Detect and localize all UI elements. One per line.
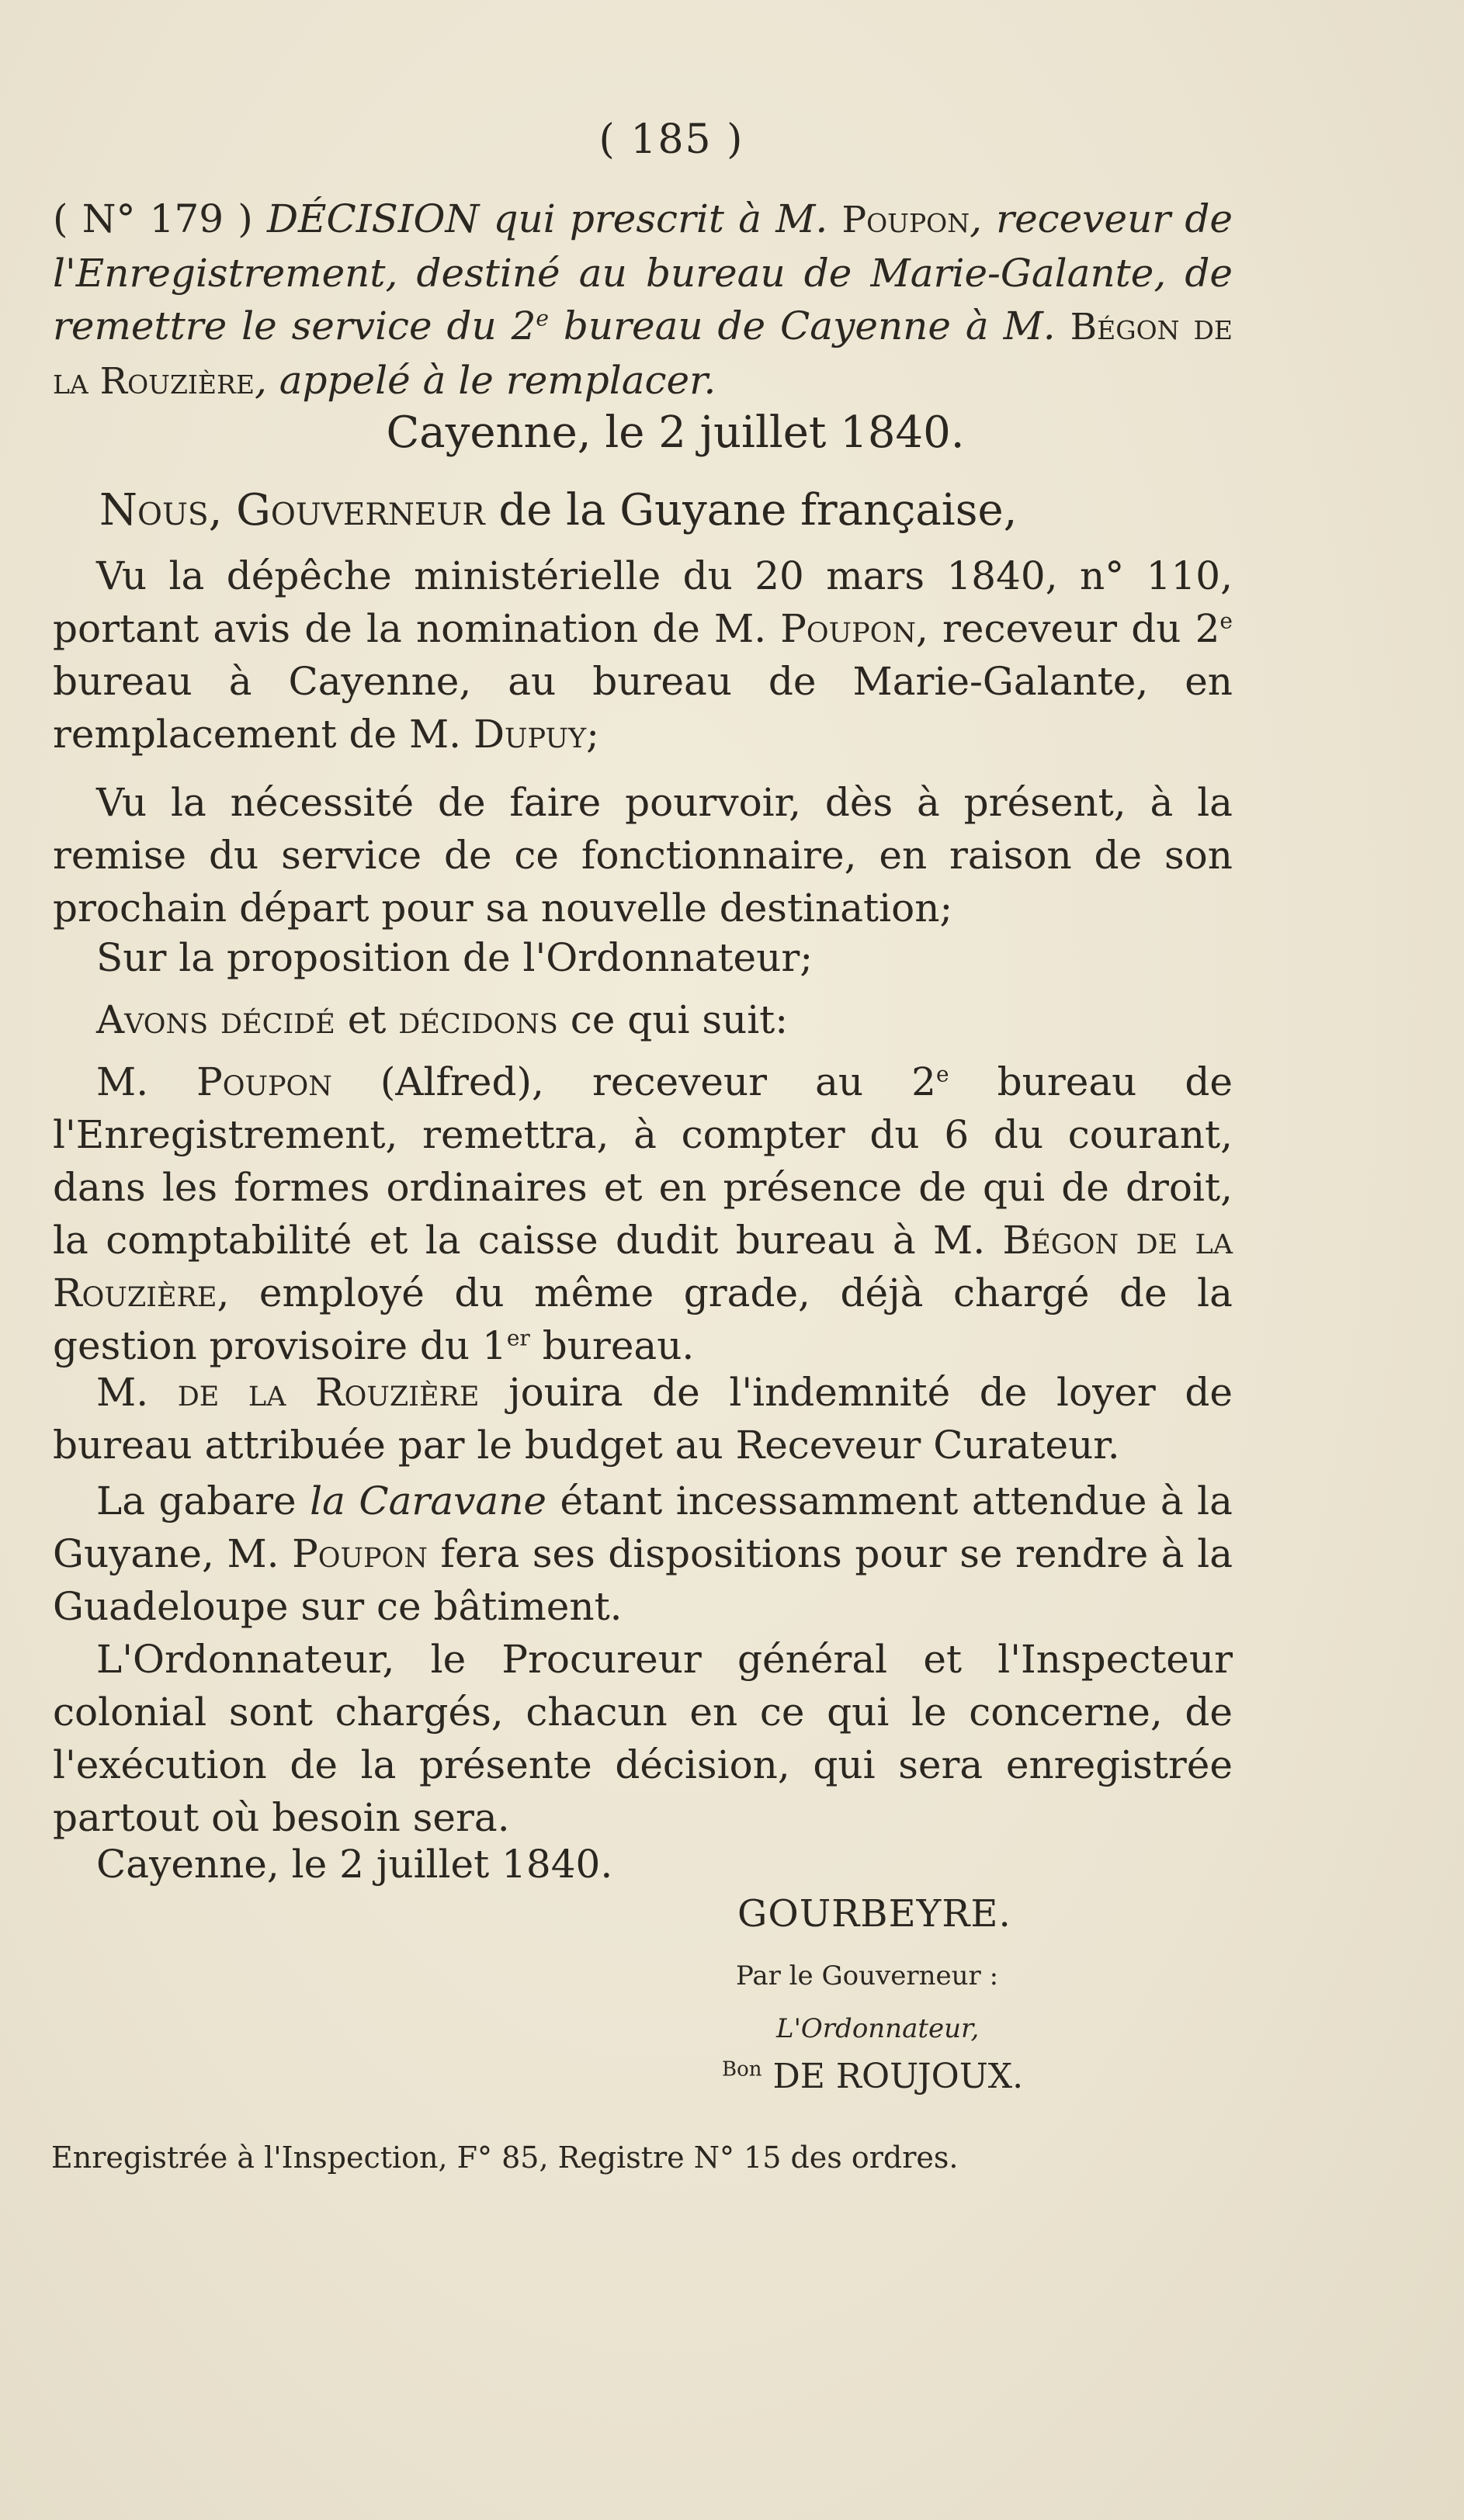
p7-text-a: La gabare — [96, 1478, 310, 1523]
p6-name-rouziere: de la Rouzière — [177, 1370, 480, 1415]
name-begon: Bégon de la Rouzière — [53, 306, 1233, 403]
p5-sup1: e — [935, 1061, 949, 1087]
p2-text: Vu la nécessité de faire pourvoir, dès à présent, à la remise du service de ce fonctionnaire, en raison de son prochain départ pour sa nouvelle destination; — [53, 780, 1233, 931]
governor-signature: GOURBEYRE. — [737, 1892, 1011, 1936]
p7-text-c: fera ses dispositions pour se rendre à la Guadeloupe sur ce bâtiment. — [53, 1531, 1233, 1629]
heading-text-2: , receveur de l'Enregistrement, destiné au bureau de Marie-Galante, de remettre le service du 2 — [53, 196, 1233, 348]
intro-nous: Nous — [99, 485, 209, 536]
decision-title: DÉCISION — [266, 196, 480, 241]
p4-avons-decide: Avons décidé — [96, 997, 335, 1042]
p1-text-c: bureau à Cayenne, au bureau de Marie-Galante, en remplacement de M. — [53, 659, 1233, 757]
p8-text: L'Ordonnateur, le Procureur général et l'Inspecteur colonial sont chargés, chacun en ce qui le concerne, de l'exécution de la présente décision, qui sera enregistrée partout où besoin sera. — [53, 1637, 1233, 1840]
by-governor-line: Par le Gouverneur : — [736, 1960, 999, 1991]
p5-text-c: bureau de l'Enregistrement, remettra, à compter du 6 du courant, dans les formes ordinaires et en présence de qui de droit, la comptabilité et la caisse dudit bureau à M. — [53, 1059, 1233, 1263]
paragraph-vu-necessite — [53, 776, 1233, 934]
paragraph-rouziere-indemnite — [53, 1366, 1233, 1471]
p5-name-begon: Bégon de la Rouzière — [53, 1218, 1233, 1315]
p4-mid: et — [335, 997, 399, 1042]
p5-text-a: M. — [96, 1059, 197, 1104]
p7-ship-name: la Caravane — [310, 1478, 546, 1523]
intro-rest: de la Guyane française, — [484, 485, 1018, 536]
p5-text-e: bureau. — [529, 1323, 695, 1368]
dateline: Cayenne, le 2 juillet 1840. — [386, 407, 965, 458]
name-poupon: Poupon — [841, 199, 970, 241]
p5-sup2: er — [506, 1325, 530, 1351]
baron-title: Bon — [722, 2057, 762, 2082]
heading-text-4: , appelé à le remplacer. — [254, 358, 716, 403]
page-number: ( 185 ) — [598, 116, 744, 163]
paragraph-proposition — [53, 931, 1233, 984]
paragraph-gabare — [53, 1475, 1233, 1633]
ordonnateur-signature — [722, 2057, 1023, 2096]
intro-line — [99, 480, 1017, 542]
p3-text: Sur la proposition de l'Ordonnateur; — [96, 935, 814, 980]
ordonnateur-name: DE ROUJOUX. — [761, 2057, 1024, 2096]
p6-text-b: jouira de l'indemnité de loyer de bureau attribuée par le budget au Receveur Curateur. — [53, 1370, 1233, 1468]
p1-name-poupon: Poupon — [780, 606, 916, 651]
ordonnateur-line: L'Ordonnateur, — [776, 2013, 980, 2044]
p4-rest: ce qui suit: — [557, 997, 789, 1042]
p5-text-d: , employé du même grade, déjà chargé de la gestion provisoire du 1 — [53, 1270, 1233, 1368]
registration-note: Enregistrée à l'Inspection, F° 85, Registre N° 15 des ordres. — [51, 2140, 959, 2175]
p5-text-b: (Alfred), receveur au 2 — [331, 1059, 936, 1104]
paragraph-avons-decide — [53, 993, 1233, 1046]
heading-text-3: bureau de Cayenne à M. — [549, 303, 1070, 348]
paragraph-vu-depeche — [53, 549, 1233, 761]
p7-name-poupon: Poupon — [292, 1531, 428, 1576]
heading-text-1: qui prescrit à M. — [479, 196, 842, 241]
p1-text-d: ; — [586, 712, 599, 757]
intro-gouverneur: Gouverneur — [236, 485, 485, 536]
p7-text-b: étant incessamment attendue à la Guyane, M. — [53, 1478, 1233, 1576]
decision-number: ( N° 179 ) — [53, 196, 253, 241]
intro-sep: , — [208, 485, 237, 536]
closing-date: Cayenne, le 2 juillet 1840. — [96, 1842, 613, 1887]
p4-decidons: décidons — [398, 997, 558, 1042]
p6-text-a: M. — [96, 1370, 178, 1415]
p1-sup: e — [1219, 608, 1233, 634]
p5-name-poupon: Poupon — [196, 1059, 332, 1104]
decision-heading — [53, 192, 1233, 408]
p1-text-b: , receveur du 2 — [915, 606, 1220, 651]
p1-text-a: Vu la dépêche ministérielle du 20 mars 1840, n° 110, portant avis de la nomination de M. — [53, 553, 1233, 651]
paragraph-execution — [53, 1633, 1233, 1844]
paragraph-poupon-remettra — [53, 1055, 1233, 1372]
p1-name-dupuy: Dupuy — [473, 712, 587, 757]
superscript-e: e — [536, 305, 549, 331]
